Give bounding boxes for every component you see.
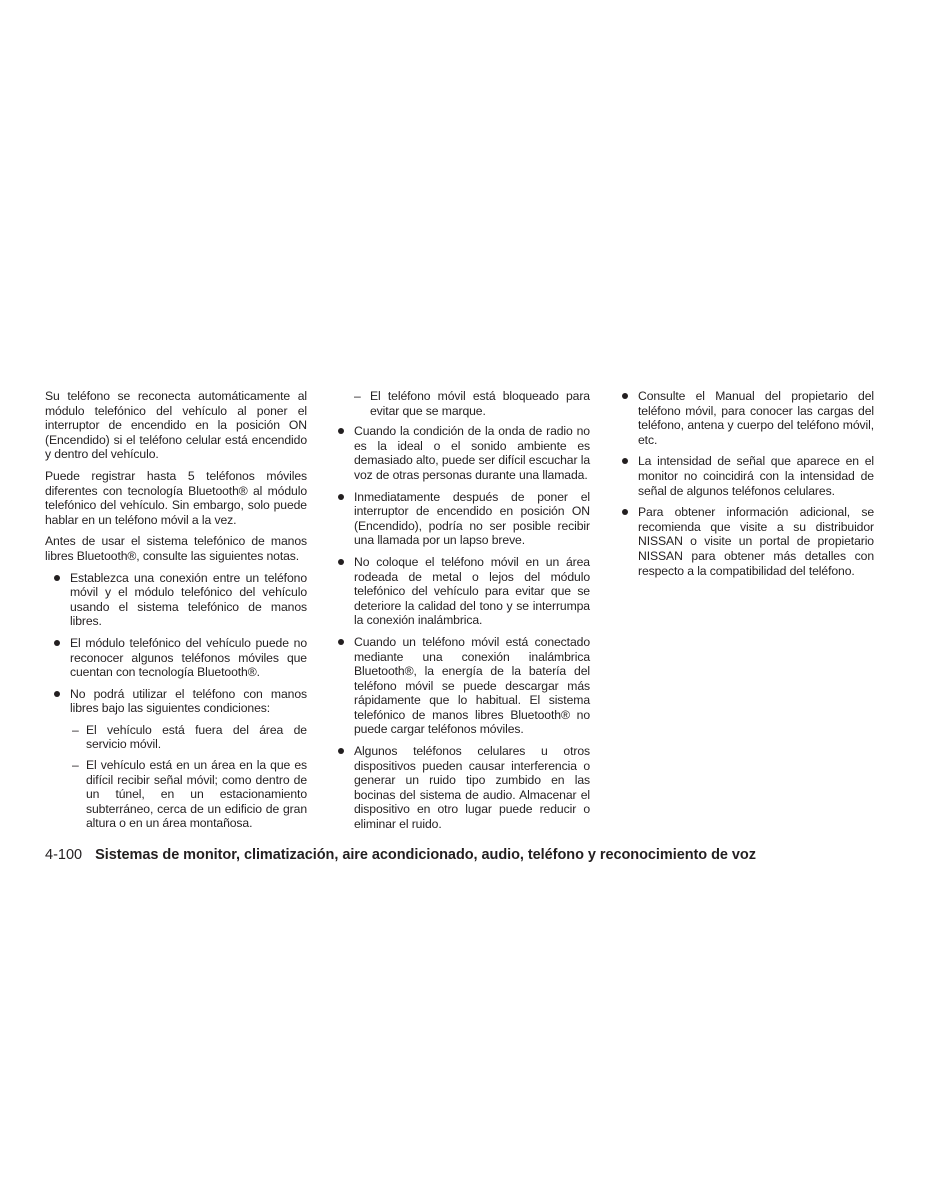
column-left bbox=[45, 389, 307, 837]
bullet-text: No podrá utilizar el teléfono con manos libres bajo las siguientes condiciones: bbox=[70, 686, 307, 716]
list-item-bullet bbox=[329, 744, 590, 832]
paragraph-notes-intro: Antes de usar el sistema telefónico de manos libres Bluetooth®, consulte las siguientes notas. bbox=[45, 534, 307, 563]
dash-text: El teléfono móvil está bloqueado para evitar que se marque. bbox=[370, 389, 590, 418]
list-item-bullet bbox=[613, 389, 874, 447]
list-item-bullet bbox=[613, 505, 874, 578]
bullet-dot-icon bbox=[338, 559, 344, 565]
list-item-bullet bbox=[45, 571, 307, 629]
dash-marker: – bbox=[354, 389, 361, 403]
list-item-dash bbox=[45, 723, 307, 752]
list-item-dash bbox=[45, 758, 307, 831]
bullet-text: Inmediatamente después de poner el interruptor de encendido en posición ON (Encendido), podría no ser posible recibir una llamada por un lapso breve. bbox=[354, 489, 590, 548]
bullet-dot-icon bbox=[338, 494, 344, 500]
bullet-dot-icon bbox=[622, 393, 628, 399]
section-title: Sistemas de monitor, climatización, aire acondicionado, audio, teléfono y reconocimiento de voz bbox=[95, 847, 756, 863]
bullet-dot-icon bbox=[54, 691, 60, 697]
bullet-text: Cuando un teléfono móvil está conectado mediante una conexión inalámbrica Bluetooth®, la energía de la batería del teléfono móvil se puede descargar más rápidamente que lo habitual. El sistema telefónico de manos libres Bluetooth® no puede cargar teléfonos móviles. bbox=[354, 634, 590, 737]
bullet-text: La intensidad de señal que aparece en el monitor no coincidirá con la intensidad de señal de algunos teléfonos celulares. bbox=[638, 454, 874, 498]
page-footer bbox=[45, 846, 756, 864]
bullet-dot-icon bbox=[54, 640, 60, 646]
dash-text: El vehículo está en un área en la que es difícil recibir señal móvil; como dentro de un túnel, en un estacionamiento subterráneo, cerca de un edificio de gran altura o en un área montañosa. bbox=[86, 758, 307, 831]
bullet-dot-icon bbox=[622, 458, 628, 464]
list-item-bullet bbox=[613, 454, 874, 498]
paragraph-register-phones: Puede registrar hasta 5 teléfonos móviles diferentes con tecnología Bluetooth® al módulo telefónico del vehículo. Sin embargo, solo puede hablar en un teléfono móvil a la vez. bbox=[45, 468, 307, 527]
bullet-dot-icon bbox=[54, 575, 60, 581]
bullet-dot-icon bbox=[338, 428, 344, 434]
bullet-text: No coloque el teléfono móvil en un área rodeada de metal o lejos del módulo telefónico del vehículo para evitar que se deteriore la calidad del tono y se interrumpa la conexión inalámbrica. bbox=[354, 554, 590, 628]
list-item-bullet bbox=[45, 687, 307, 716]
bullet-text: Establezca una conexión entre un teléfono móvil y el módulo telefónico del vehículo usando el sistema telefónico de manos libres. bbox=[70, 570, 307, 629]
list-item-bullet bbox=[329, 424, 590, 482]
bullet-text: El módulo telefónico del vehículo puede no reconocer algunos teléfonos móviles que cuentan con tecnología Bluetooth®. bbox=[70, 635, 307, 680]
list-item-bullet bbox=[329, 635, 590, 737]
page-number: 4-100 bbox=[45, 847, 83, 863]
bullet-dot-icon bbox=[338, 748, 344, 754]
bullet-dot-icon bbox=[622, 509, 628, 515]
list-item-bullet bbox=[45, 636, 307, 680]
list-item-dash bbox=[329, 389, 590, 418]
bullet-text: Algunos teléfonos celulares u otros dispositivos pueden causar interferencia o generar un ruido tipo zumbido en las bocinas del sistema de audio. Almacenar el dispositivo en otro lugar puede reducir o eliminar el ruido. bbox=[354, 744, 590, 832]
list-item-bullet bbox=[329, 555, 590, 628]
column-middle bbox=[329, 389, 590, 839]
list-item-bullet bbox=[329, 490, 590, 548]
dash-marker: – bbox=[72, 758, 79, 773]
dash-text: El vehículo está fuera del área de servicio móvil. bbox=[86, 722, 307, 752]
bullet-text: Consulte el Manual del propietario del teléfono móvil, para conocer las cargas del teléfono, antena y cuerpo del teléfono móvil, etc. bbox=[638, 389, 874, 447]
column-right bbox=[613, 389, 874, 585]
paragraph-reconnect: Su teléfono se reconecta automáticamente al módulo telefónico del vehículo al poner el interruptor de encendido en la posición ON (Encendido) si el teléfono celular está encendido y dentro del vehículo. bbox=[45, 389, 307, 462]
bullet-dot-icon bbox=[338, 639, 344, 645]
dash-marker: – bbox=[72, 722, 79, 737]
bullet-text: Cuando la condición de la onda de radio no es la ideal o el sonido ambiente es demasiado alto, puede ser difícil escuchar la voz de otras personas durante una llamada. bbox=[354, 424, 591, 482]
bullet-text: Para obtener información adicional, se recomienda que visite a su distribuidor NISSAN o visite un portal de propietario NISSAN para obtener más detalles con respecto a la compatibilidad del teléfono. bbox=[638, 505, 874, 578]
